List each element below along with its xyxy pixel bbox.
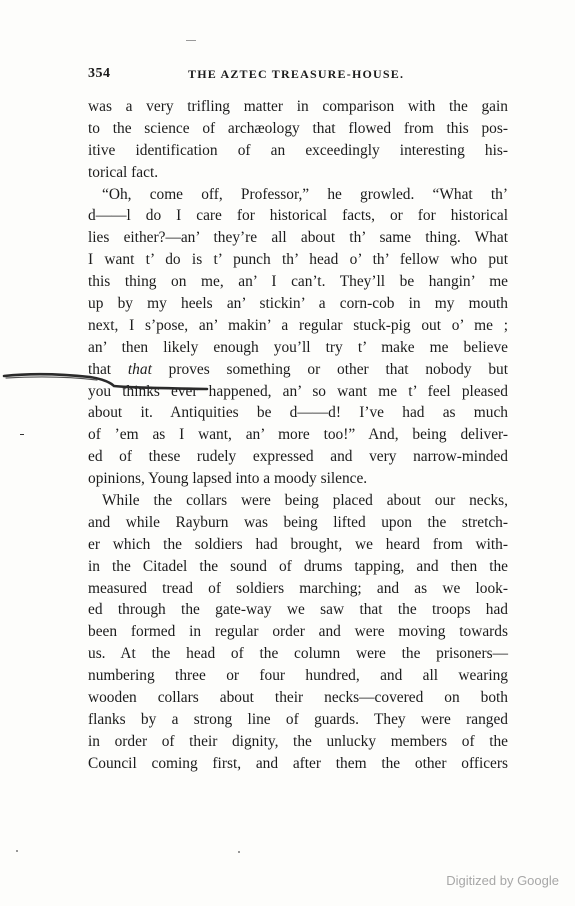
text-line: I want t’ do is t’ punch th’ head o’ th’ fellow who put [88, 251, 508, 269]
text-line: While the collars were being placed about our necks, [102, 492, 508, 510]
text-line: flanks by a strong line of guards. They were ranged [88, 710, 508, 728]
text-line: torical fact. [88, 163, 159, 181]
text-line: numbering three or four hundred, and all wearing [88, 667, 508, 685]
text-word: that [88, 360, 112, 378]
text-line: d——l do I care for historical facts, or for historical [88, 207, 508, 225]
text-line: been formed in regular order and were moving towards [88, 623, 508, 641]
text-line: you thinks ever happened, an’ so want me t’ feel pleased [88, 382, 508, 400]
text-line: about it. Antiquities be d——d! I’ve had as much [88, 404, 508, 422]
text-line: itive identification of an exceedingly interesting his- [88, 141, 508, 159]
page-header [88, 66, 508, 84]
margin-mark [20, 434, 24, 435]
text-line: us. At the head of the column were the prisoners— [88, 645, 508, 663]
italic-word: that [127, 360, 152, 378]
text-line: measured tread of soldiers marching; and as we look- [88, 579, 508, 597]
text-line: Council coming first, and after them the other officers [88, 754, 508, 772]
text-line: up by my heels an’ stickin’ a corn-cob in my mouth [88, 295, 508, 313]
text-line: er which the soldiers had brought, we heard from with- [88, 535, 508, 553]
text-line: lies either?—an’ they’re all about th’ same thing. What [88, 229, 508, 247]
body-text [88, 96, 508, 775]
text-line: in order of their dignity, the unlucky members of the [88, 732, 508, 750]
running-title: THE AZTEC TREASURE-HOUSE. [188, 67, 405, 81]
speck [16, 850, 18, 852]
text-line: opinions, Young lapsed into a moody silence. [88, 470, 368, 488]
page-number: 354 [88, 66, 111, 81]
text-line: to the science of archæology that flowed from this pos- [88, 119, 508, 137]
text-line: of ’em as I want, an’ more too!” And, being deliver- [88, 426, 508, 444]
text-line: and while Rayburn was being lifted upon the stretch- [88, 513, 508, 531]
text-line: ed of these rudely expressed and very narrow-minded [88, 448, 508, 466]
digitized-watermark: Digitized by Google [446, 873, 559, 888]
text-line: an’ then likely enough you’ll try t’ make me believe [88, 338, 508, 356]
text-line: ed through the gate-way we saw that the troops had [88, 601, 508, 619]
text-line: next, I s’pose, an’ makin’ a regular stuck-pig out o’ me ; [88, 316, 508, 334]
pen-mark [2, 368, 212, 396]
text-line: was a very trifling matter in comparison with the gain [88, 98, 508, 115]
text-word: proves something or other that nobody but [168, 360, 508, 378]
text-line: this thing on me, an’ I can’t. They’ll be hangin’ me [88, 273, 508, 291]
text-line: “Oh, come off, Professor,” he growled. “What th’ [102, 185, 508, 203]
text-line: in the Citadel the sound of drums tapping, and then the [88, 557, 508, 575]
speck [238, 851, 240, 853]
scan-mark [186, 40, 196, 41]
text-line: wooden collars about their necks—covered on both [88, 689, 508, 707]
